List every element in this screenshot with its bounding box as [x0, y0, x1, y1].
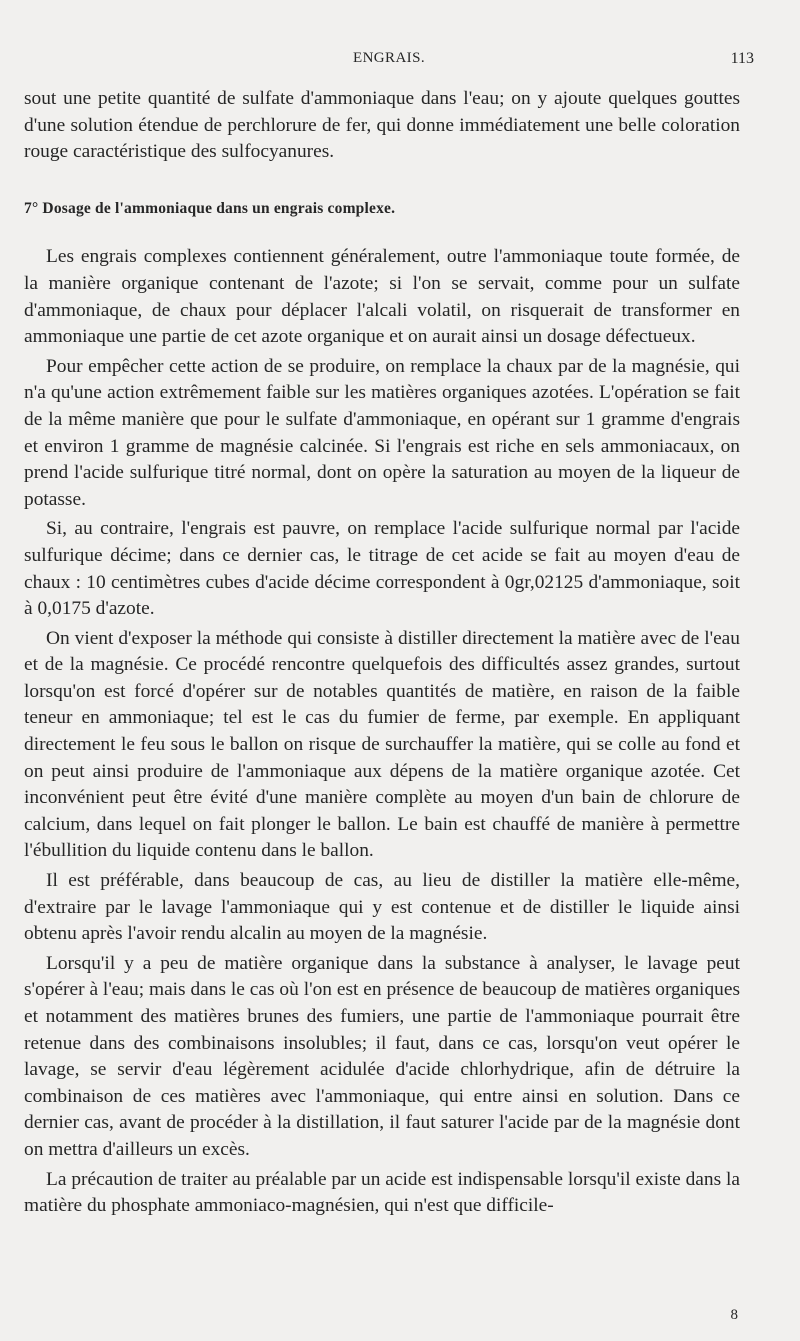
paragraph: Lorsqu'il y a peu de matière organique dans la substance à analyser, le lavage peut s'opérer à l'eau; mais dans le cas où l'on est en présence de beaucoup de matières organiques et notamment des matières brunes des fumiers, une partie de l'ammoniaque pourrait être retenue dans des combinaisons insolubles; il faut, dans ce cas, lorsqu'on veut opérer le lavage, se servir d'eau légèrement acidulée d'acide chlorhydrique, afin de détruire la combinaison de ces matières avec l'ammoniaque, qui entre ainsi en solution. Dans ce dernier cas, avant de procéder à la distillation, il faut saturer l'acide par de la magnésie dont on mettra d'ailleurs un excès. — [24, 952, 740, 1160]
body-text — [24, 86, 740, 1220]
paragraph-continuation: sout une petite quantité de sulfate d'ammoniaque dans l'eau; on y ajoute quelques gouttes d'une solution étendue de perchlorure de fer, qui donne immédiatement une belle coloration rouge caractéristique des sulfocyanures. — [24, 88, 740, 163]
signature-mark: 8 — [730, 1307, 738, 1323]
paragraph: La précaution de traiter au préalable par un acide est indispensable lorsqu'il existe dans la matière du phosphate ammoniaco-magnésien, qui n'est que difficile- — [24, 1168, 740, 1217]
section-heading: 7° Dosage de l'ammoniaque dans un engrais complexe. — [24, 199, 396, 217]
paragraph: Si, au contraire, l'engrais est pauvre, on remplace l'acide sulfurique normal par l'acide sulfurique décime; dans ce dernier cas, le titrage de cet acide se fait au moyen d'eau de chaux : 10 centimètres cubes d'acide décime correspondent à 0gr,02125 d'ammoniaque, soit à 0,0175 d'azote. — [24, 518, 740, 620]
paragraph: Pour empêcher cette action de se produire, on remplace la chaux par de la magnésie, qui n'a qu'une action extrêmement faible sur les matières organiques azotées. L'opération se fait de la même manière que pour le sulfate d'ammoniaque, en opérant sur 1 gramme d'engrais et environ 1 gramme de magnésie calcinée. Si l'engrais est riche en sels ammoniacaux, on prend l'acide sulfurique titré normal, dont on opère la saturation au moyen de la liqueur de potasse. — [24, 355, 740, 510]
paragraph: Il est préférable, dans beaucoup de cas, au lieu de distiller la matière elle-même, d'extraire par le lavage l'ammoniaque qui y est contenue et de distiller le liquide ainsi obtenu après l'avoir rendu alcalin au moyen de la magnésie. — [24, 870, 740, 945]
running-title: ENGRAIS. — [353, 50, 425, 66]
page-header — [24, 50, 754, 74]
paragraph: Les engrais complexes contiennent généralement, outre l'ammoniaque toute formée, de la manière organique contenant de l'azote; si l'on se servait, comme pour un sulfate d'ammoniaque, de chaux pour déplacer l'alcali volatil, on risquerait de transformer en ammoniaque une partie de cet azote organique et on aurait ainsi un dosage défectueux. — [24, 246, 740, 348]
paragraph: On vient d'exposer la méthode qui consiste à distiller directement la matière avec de l'eau et de la magnésie. Ce procédé rencontre quelquefois des difficultés assez grandes, surtout lorsqu'on est forcé d'opérer sur de notables quantités de matière, en raison de la faible teneur en ammoniaque; tel est le cas du fumier de ferme, par exemple. En appliquant directement le feu sous le ballon on risque de surchauffer la matière, qui se colle au fond et on peut ainsi produire de l'ammoniaque aux dépens de la matière organique azotée. Cet inconvénient peut être évité d'une manière complète au moyen d'un bain de chlorure de calcium, dans lequel on fait plonger le ballon. Le bain est chauffé de manière à permettre l'ébullition du liquide contenu dans le ballon. — [24, 627, 740, 862]
page-number: 113 — [730, 50, 754, 67]
